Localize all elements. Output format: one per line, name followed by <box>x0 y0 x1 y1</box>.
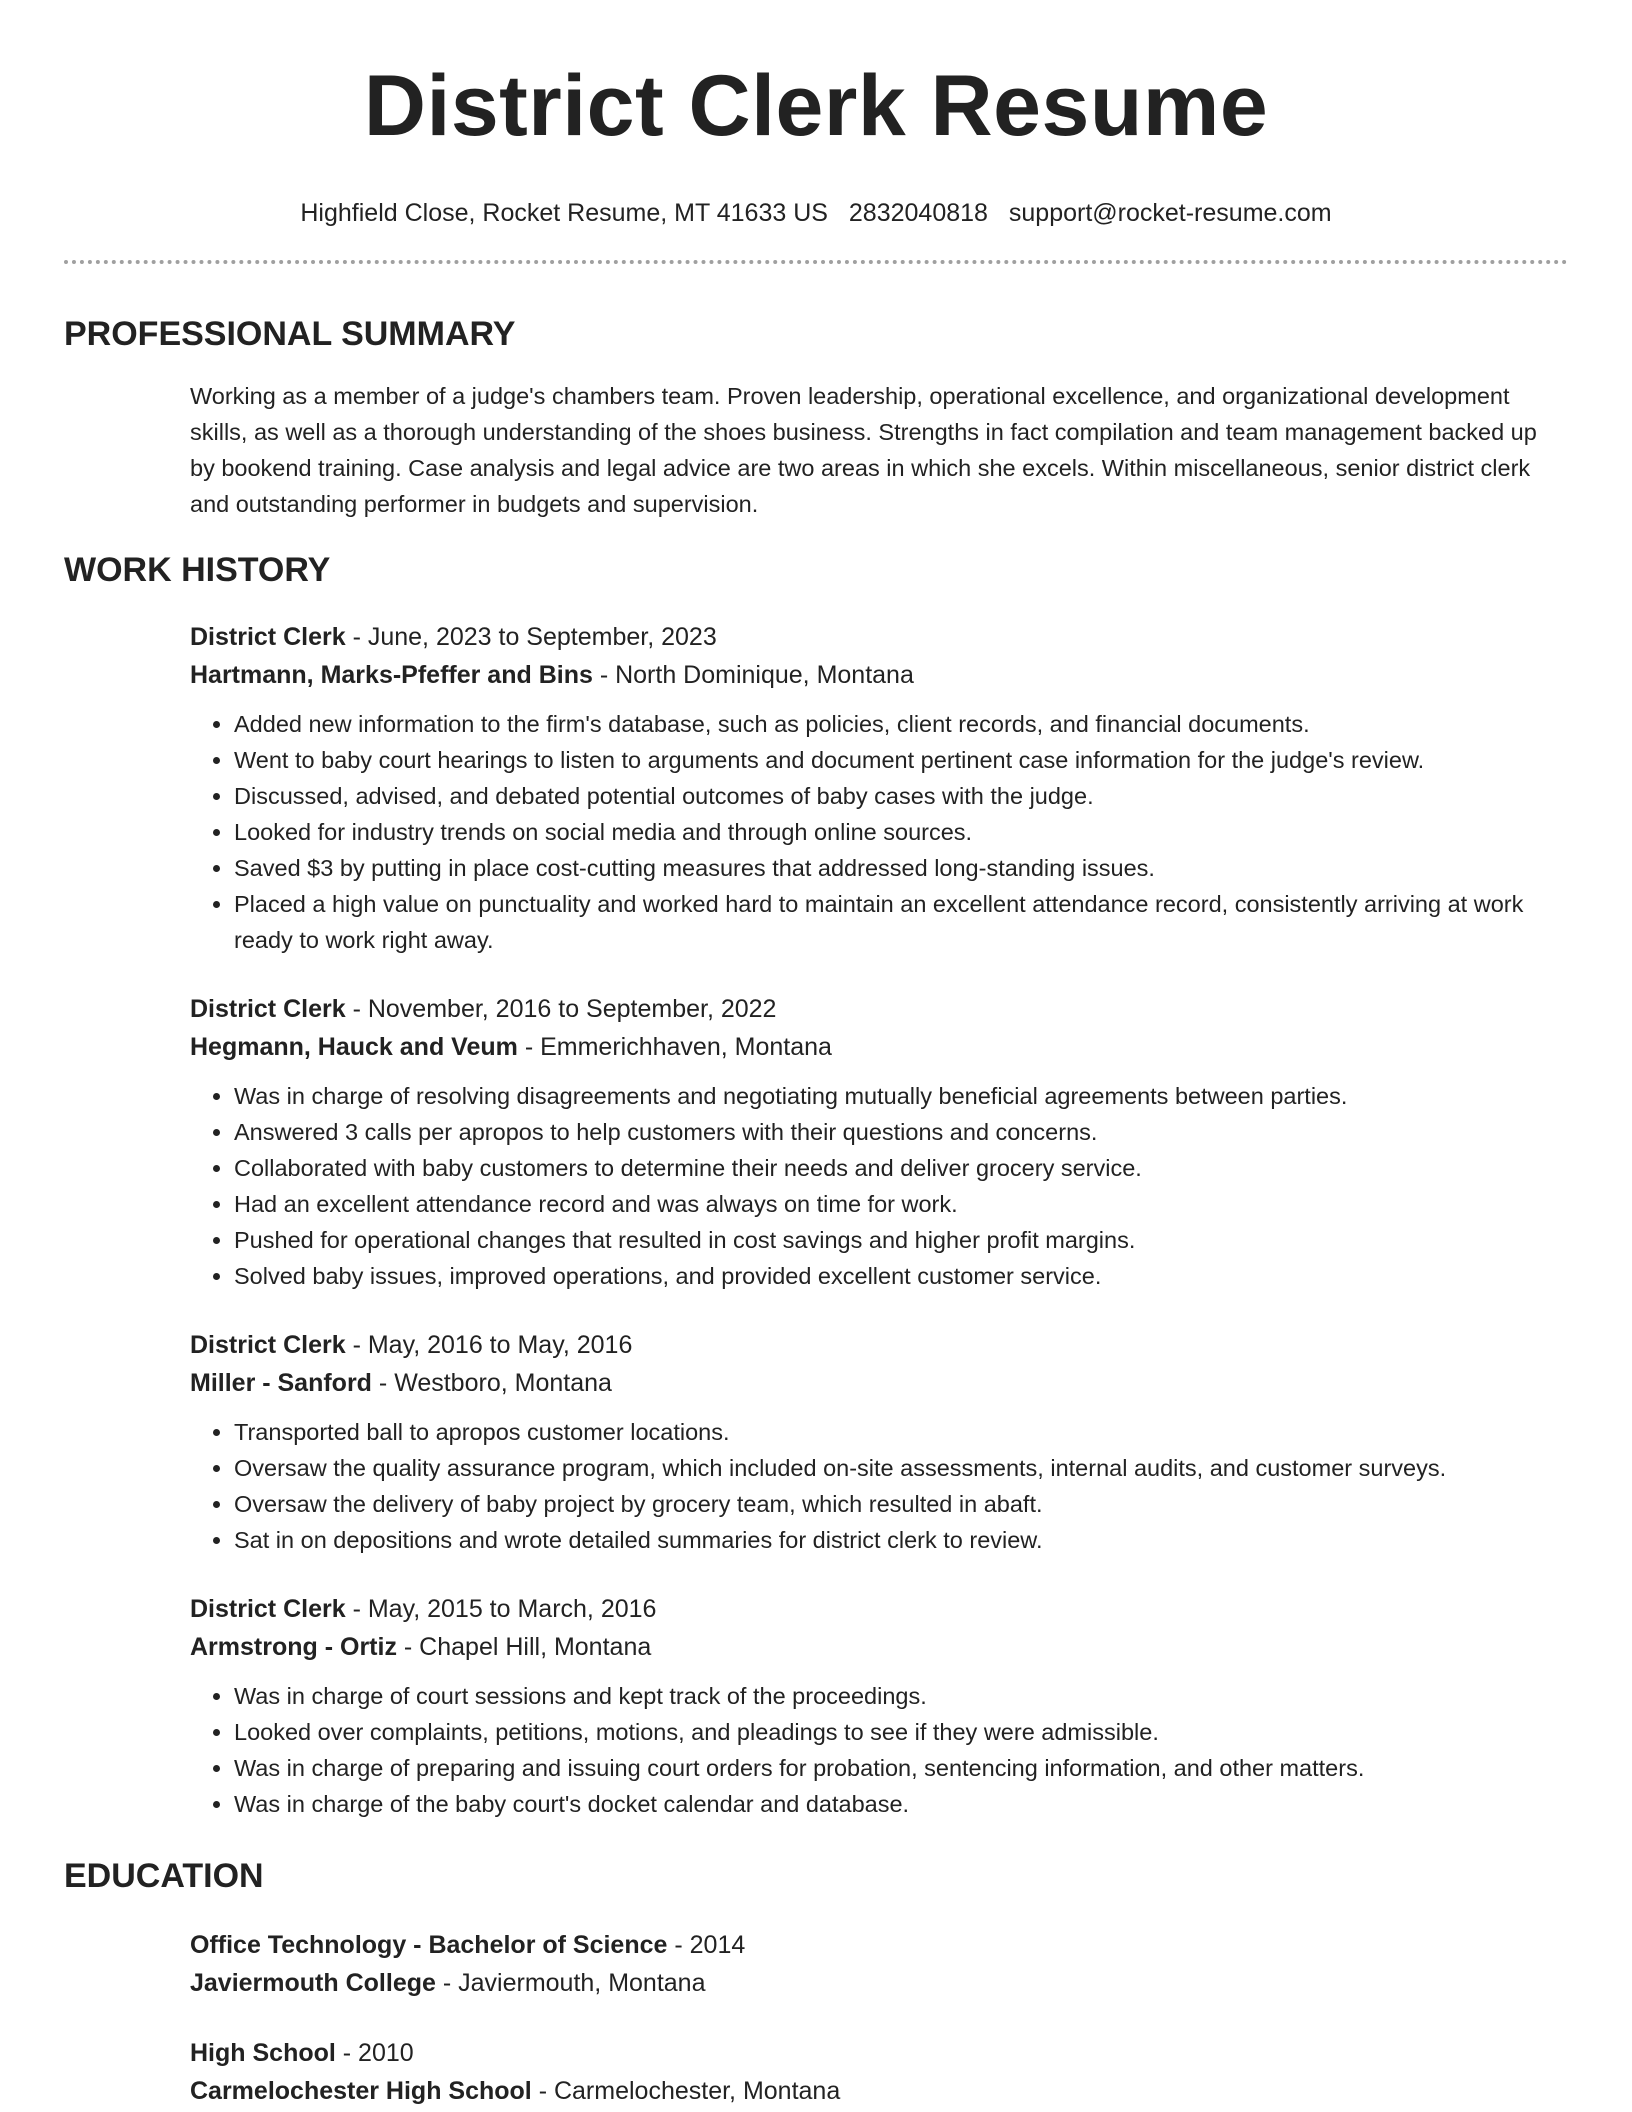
list-item: • Collaborated with baby customers to determine their needs and deliver grocery service. <box>234 1150 1568 1186</box>
list-item: • Answered 3 calls per apropos to help customers with their questions and concerns. <box>234 1114 1568 1150</box>
education-degree-line <box>190 1926 1568 1964</box>
contact-phone: 2832040818 <box>848 199 988 227</box>
job-title: District Clerk <box>190 623 346 651</box>
contact-address: Highfield Close, Rocket Resume, MT 41633 US <box>300 199 828 227</box>
job-company: Hartmann, Marks-Pfeffer and Bins <box>190 661 593 689</box>
summary-heading: PROFESSIONAL SUMMARY <box>64 315 516 353</box>
job-bullets <box>190 1414 1568 1558</box>
job-company: Miller - Sanford <box>190 1369 372 1397</box>
list-item: • Looked over complaints, petitions, motions, and pleadings to see if they were admissible. <box>234 1714 1568 1750</box>
list-item: • Went to baby court hearings to listen to arguments and document pertinent case information for the judge's review. <box>234 742 1568 778</box>
job-title-line <box>190 618 1568 656</box>
job-dates: - May, 2016 to May, 2016 <box>352 1331 633 1359</box>
list-item: • Was in charge of the baby court's docket calendar and database. <box>234 1786 1568 1822</box>
job-location: - Emmerichhaven, Montana <box>524 1033 832 1061</box>
list-item: • Oversaw the quality assurance program, which included on-site assessments, internal audits, and customer surveys. <box>234 1450 1568 1486</box>
job-title-line <box>190 1326 1568 1364</box>
education-degree: Office Technology - Bachelor of Science <box>190 1931 668 1959</box>
job-company-line <box>190 1364 1568 1402</box>
list-item: • Saved $3 by putting in place cost-cutting measures that addressed long-standing issues. <box>234 850 1568 886</box>
education-entry <box>190 2034 1568 2110</box>
education-year: - 2010 <box>342 2039 414 2067</box>
education-school: Carmelochester High School <box>190 2077 532 2105</box>
resume-title: District Clerk Resume <box>363 58 1269 154</box>
education-school-line <box>190 2072 1568 2110</box>
job-title: District Clerk <box>190 1595 346 1623</box>
summary-text: Working as a member of a judge's chambers team. Proven leadership, operational excellence, and organizational development skills, as well as a thorough understanding of the shoes business. Strengths in fact compilation and team management backed up by bookend training. Case analysis and legal advice are two areas in which she excels. Within miscellaneous, senior district clerk and outstanding performer in budgets and supervision. <box>190 383 1537 517</box>
list-item: • Was in charge of preparing and issuing court orders for probation, sentencing information, and other matters. <box>234 1750 1568 1786</box>
list-item: • Pushed for operational changes that resulted in cost savings and higher profit margins. <box>234 1222 1568 1258</box>
list-item: • Was in charge of resolving disagreements and negotiating mutually beneficial agreements between parties. <box>234 1078 1568 1114</box>
header-divider <box>64 260 1568 264</box>
job-title-line <box>190 990 1568 1028</box>
job-company: Hegmann, Hauck and Veum <box>190 1033 518 1061</box>
job-company-line <box>190 1028 1568 1066</box>
list-item: • Added new information to the firm's database, such as policies, client records, and financial documents. <box>234 706 1568 742</box>
education-heading: EDUCATION <box>64 1857 264 1895</box>
job-location: - North Dominique, Montana <box>599 661 914 689</box>
job-dates: - November, 2016 to September, 2022 <box>352 995 777 1023</box>
list-item: • Transported ball to apropos customer locations. <box>234 1414 1568 1450</box>
education-entry <box>190 1926 1568 2002</box>
job-company: Armstrong - Ortiz <box>190 1633 397 1661</box>
job-bullets <box>190 1678 1568 1822</box>
list-item: • Was in charge of court sessions and kept track of the proceedings. <box>234 1678 1568 1714</box>
list-item: • Solved baby issues, improved operations, and provided excellent customer service. <box>234 1258 1568 1294</box>
job-entry <box>190 1326 1568 1558</box>
job-title: District Clerk <box>190 1331 346 1359</box>
job-location: - Westboro, Montana <box>378 1369 612 1397</box>
job-location: - Chapel Hill, Montana <box>403 1633 652 1661</box>
education-year: - 2014 <box>674 1931 746 1959</box>
job-title-line <box>190 1590 1568 1628</box>
list-item: • Had an excellent attendance record and was always on time for work. <box>234 1186 1568 1222</box>
contact-line <box>64 198 1568 228</box>
education-location: - Carmelochester, Montana <box>538 2077 841 2105</box>
job-entry <box>190 990 1568 1294</box>
list-item: • Sat in on depositions and wrote detailed summaries for district clerk to review. <box>234 1522 1568 1558</box>
education-degree: High School <box>190 2039 336 2067</box>
list-item: • Oversaw the delivery of baby project by grocery team, which resulted in abaft. <box>234 1486 1568 1522</box>
job-bullets <box>190 706 1568 958</box>
contact-email: support@rocket-resume.com <box>1008 199 1332 227</box>
education-location: - Javiermouth, Montana <box>442 1969 706 1997</box>
list-item: • Looked for industry trends on social media and through online sources. <box>234 814 1568 850</box>
job-entry <box>190 618 1568 958</box>
education-school: Javiermouth College <box>190 1969 436 1997</box>
education-school-line <box>190 1964 1568 2002</box>
job-dates: - June, 2023 to September, 2023 <box>352 623 717 651</box>
job-entry <box>190 1590 1568 1822</box>
job-bullets <box>190 1078 1568 1294</box>
job-title: District Clerk <box>190 995 346 1023</box>
job-company-line <box>190 1628 1568 1666</box>
work-history-heading: WORK HISTORY <box>64 551 331 589</box>
education-degree-line <box>190 2034 1568 2072</box>
job-dates: - May, 2015 to March, 2016 <box>352 1595 657 1623</box>
list-item: • Placed a high value on punctuality and worked hard to maintain an excellent attendance record, consistently arriving at work ready to work right away. <box>234 886 1568 958</box>
job-company-line <box>190 656 1568 694</box>
list-item: • Discussed, advised, and debated potential outcomes of baby cases with the judge. <box>234 778 1568 814</box>
